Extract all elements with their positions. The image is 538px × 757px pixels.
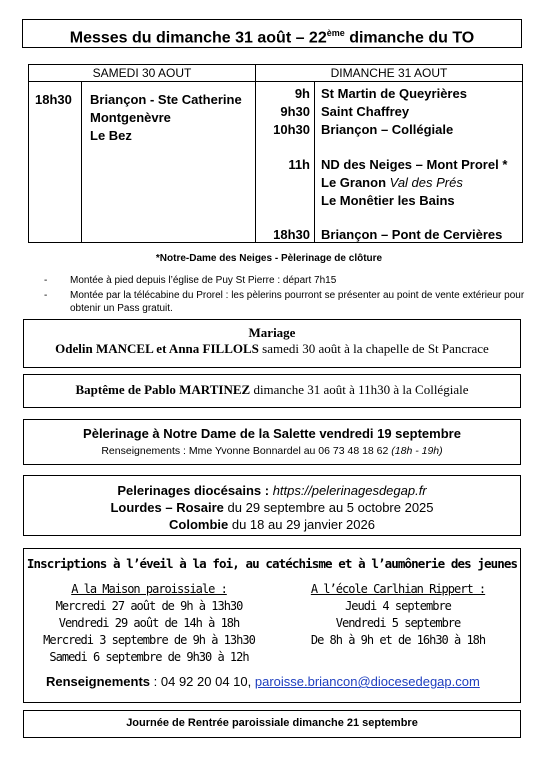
right-heading <box>274 582 522 596</box>
lourdes-line <box>24 500 520 515</box>
bullet-text: Montée à pied depuis l’église de Puy St Pierre : départ 7h15 <box>70 275 337 286</box>
mariage-place: samedi 30 août à la chapelle de St Pancrace <box>258 341 489 356</box>
sunday-place: Briançon – Collégiale <box>321 122 454 137</box>
lourdes-dates: du 29 septembre au 5 octobre 2025 <box>223 500 434 515</box>
saturday-time-cell <box>29 82 82 243</box>
salette-box <box>23 419 521 465</box>
colombie-label: Colombie <box>169 517 229 532</box>
contact-email-link[interactable]: paroisse.briancon@diocesedegap.com <box>254 674 480 689</box>
diocesan-header <box>24 483 520 498</box>
mass-schedule-table <box>28 64 523 243</box>
diocesan-label: Pelerinages diocésains : <box>117 483 273 498</box>
sunday-place <box>321 175 463 190</box>
inscriptions-title: Inscriptions à l’éveil à la foi, au catéchisme et à l’aumônerie des jeunes <box>26 556 518 571</box>
diocesan-url: https://pelerinagesdegap.fr <box>272 483 427 498</box>
right-line: Vendredi 5 septembre <box>335 616 461 630</box>
left-line: Mercredi 3 septembre de 9h à 13h30 <box>43 633 255 647</box>
bapteme-name: Baptême de Pablo MARTINEZ <box>75 382 251 397</box>
mariage-names: Odelin MANCEL et Anna FILLOLS <box>55 341 259 356</box>
right-line: De 8h à 9h et de 16h30 à 18h <box>310 633 486 647</box>
note-title: *Notre-Dame des Neiges - Pèlerinage de clôture <box>155 253 383 264</box>
contact-label: Renseignements <box>46 674 151 689</box>
sunday-place: Saint Chaffrey <box>321 104 410 119</box>
inscriptions-box <box>23 548 521 703</box>
sunday-time: 18h30 <box>273 227 310 242</box>
sunday-place-name: Le Granon <box>321 175 387 190</box>
salette-hours: (18h - 19h) <box>391 445 443 457</box>
sunday-place: Briançon – Pont de Cervières <box>321 227 503 242</box>
sunday-time: 10h30 <box>273 122 310 137</box>
saturday-place: Montgenèvre <box>90 110 171 125</box>
sunday-times-cell <box>256 82 315 243</box>
left-heading <box>24 582 274 596</box>
colombie-dates: du 18 au 29 janvier 2026 <box>228 517 375 532</box>
sunday-place: St Martin de Queyrières <box>321 86 467 101</box>
left-heading-text: A la Maison paroissiale : <box>71 582 227 596</box>
salette-title: Pèlerinage à Notre Dame de la Salette vendredi 19 septembre <box>83 426 461 441</box>
saturday-time: 18h30 <box>35 92 72 107</box>
left-line: Vendredi 29 août de 14h à 18h <box>58 616 240 630</box>
note-bullet <box>44 289 534 317</box>
page-title <box>22 19 522 48</box>
sunday-header: DIMANCHE 31 AOUT <box>256 65 523 82</box>
salette-contact: Renseignements : Mme Yvonne Bonnardel au 06 73 48 18 62 <box>101 445 392 457</box>
rentree-box: Journée de Rentrée paroissiale dimanche 21 septembre <box>23 710 521 738</box>
sunday-time: 9h30 <box>280 104 310 119</box>
contact-phone: : 04 92 20 04 10, <box>150 674 255 689</box>
saturday-places-cell <box>82 82 256 243</box>
note-bullet <box>44 274 534 287</box>
diocesan-pilgrimages-box <box>23 475 521 536</box>
left-line: Mercredi 27 août de 9h à 13h30 <box>55 599 243 613</box>
bullet-dash: - <box>44 290 48 301</box>
title-suffix: dimanche du TO <box>344 29 475 47</box>
sunday-place-italic: Val des Prés <box>386 175 463 190</box>
salette-info <box>24 445 520 457</box>
mariage-details <box>24 341 520 357</box>
sunday-time: 11h <box>288 157 310 172</box>
bapteme-box <box>23 374 521 408</box>
right-heading-text: A l’école Carlhian Rippert : <box>310 582 486 596</box>
mariage-box <box>23 319 521 368</box>
sunday-place: ND des Neiges – Mont Prorel * <box>321 157 508 172</box>
lourdes-label: Lourdes – Rosaire <box>110 500 224 515</box>
sunday-places-cell <box>315 82 523 243</box>
contact-line <box>46 674 538 689</box>
title-prefix: Messes du dimanche 31 août – 22 <box>69 29 327 47</box>
bullet-dash: - <box>44 275 48 286</box>
colombie-line <box>24 517 520 532</box>
saturday-place: Briançon - Ste Catherine <box>90 92 242 107</box>
bullet-text: Montée par la télécabine du Prorel : les pèlerins pourront se présenter au point de vente extérieur pour obtenir un Pass gratuit. <box>70 290 525 314</box>
saturday-header: SAMEDI 30 AOUT <box>29 65 256 82</box>
right-line: Jeudi 4 septembre <box>345 599 451 613</box>
bapteme-details: dimanche 31 août à 11h30 à la Collégiale <box>250 382 469 397</box>
left-line: Samedi 6 septembre de 9h30 à 12h <box>49 650 249 664</box>
mariage-title: Mariage <box>248 325 296 340</box>
title-sup: ème <box>326 28 345 38</box>
sunday-place: Le Monêtier les Bains <box>321 193 455 208</box>
saturday-place: Le Bez <box>90 128 132 143</box>
sunday-time: 9h <box>294 86 310 101</box>
